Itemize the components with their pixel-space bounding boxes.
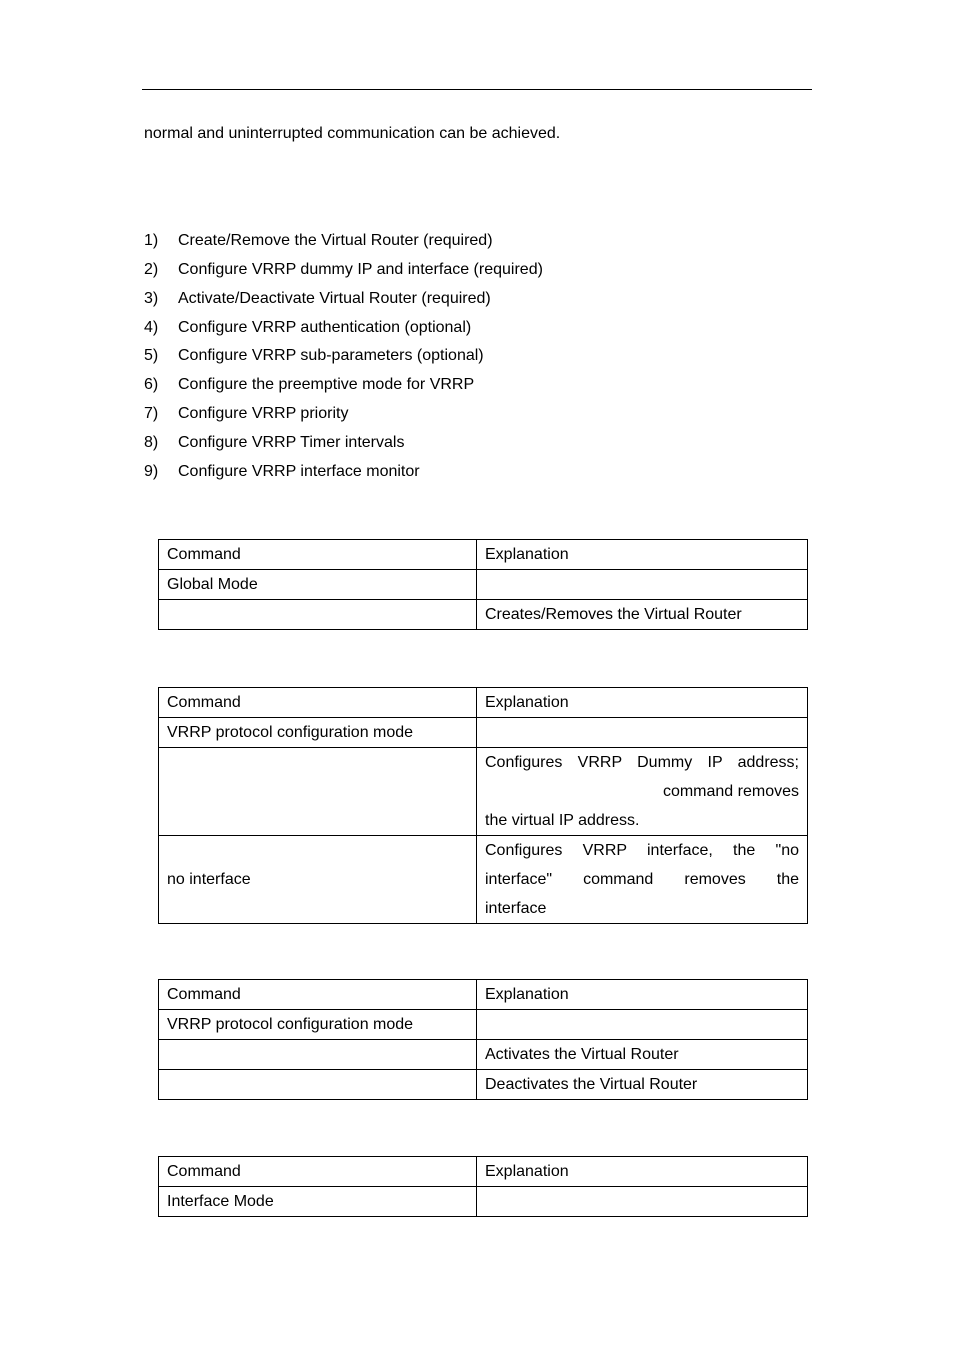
list-item bbox=[144, 230, 543, 259]
table-row bbox=[159, 836, 808, 924]
mode-empty-cell bbox=[477, 1010, 808, 1040]
table-mode-row bbox=[159, 1187, 808, 1217]
explanation-cell: Creates/Removes the Virtual Router bbox=[477, 600, 808, 630]
command-table-ip-interface bbox=[158, 687, 808, 924]
mode-label: VRRP protocol configuration mode bbox=[159, 718, 477, 748]
command-cell bbox=[159, 1070, 477, 1100]
list-item bbox=[144, 317, 543, 346]
header-explanation: Explanation bbox=[477, 688, 808, 718]
list-item-text: Configure VRRP interface monitor bbox=[178, 462, 420, 480]
list-item-number: 2) bbox=[144, 260, 159, 278]
mode-empty-cell bbox=[477, 570, 808, 600]
table-row bbox=[159, 600, 808, 630]
list-item-text: Configure VRRP authentication (optional) bbox=[178, 318, 472, 336]
intro-paragraph: normal and uninterrupted communication can be achieved. bbox=[144, 125, 561, 142]
header-explanation: Explanation bbox=[477, 540, 808, 570]
explanation-cell: Deactivates the Virtual Router bbox=[477, 1070, 808, 1100]
table-header-row bbox=[159, 540, 808, 570]
list-item-text: Configure VRRP Timer intervals bbox=[178, 433, 405, 451]
explanation-line: interface" command removes the bbox=[485, 871, 799, 888]
header-explanation: Explanation bbox=[477, 980, 808, 1010]
list-item-number: 1) bbox=[144, 232, 159, 249]
explanation-line: Configures VRRP Dummy IP address; bbox=[485, 754, 799, 771]
explanation-cell bbox=[477, 836, 808, 924]
header-explanation: Explanation bbox=[477, 1157, 808, 1187]
explanation-line: interface bbox=[485, 900, 547, 917]
explanation-line: Configures VRRP interface, the "no bbox=[485, 842, 799, 859]
mode-empty-cell bbox=[477, 718, 808, 748]
mode-empty-cell bbox=[477, 1187, 808, 1217]
list-item-number: 8) bbox=[144, 433, 159, 451]
table-header-row bbox=[159, 688, 808, 718]
list-item-number: 9) bbox=[144, 462, 159, 480]
list-item bbox=[144, 259, 543, 288]
list-item-number: 6) bbox=[144, 376, 159, 394]
list-item-number: 7) bbox=[144, 405, 159, 423]
mode-label: Global Mode bbox=[159, 570, 477, 600]
table-header-row bbox=[159, 980, 808, 1010]
command-cell bbox=[159, 600, 477, 630]
table-row bbox=[159, 1070, 808, 1100]
table-header-row bbox=[159, 1157, 808, 1187]
header-command: Command bbox=[159, 1157, 477, 1187]
list-item bbox=[144, 432, 543, 461]
header-command: Command bbox=[159, 688, 477, 718]
list-item bbox=[144, 403, 543, 432]
header-command: Command bbox=[159, 540, 477, 570]
command-table-authentication bbox=[158, 1156, 808, 1217]
explanation-line: command removes bbox=[662, 783, 799, 800]
list-item-text: Configure VRRP priority bbox=[178, 405, 349, 423]
table-mode-row bbox=[159, 1010, 808, 1040]
list-item-number: 5) bbox=[144, 347, 159, 365]
command-table-activate bbox=[158, 979, 808, 1100]
list-item-text: Activate/Deactivate Virtual Router (required) bbox=[178, 289, 491, 307]
list-item-number: 4) bbox=[144, 318, 159, 336]
list-item-text: Configure VRRP dummy IP and interface (required) bbox=[178, 260, 543, 278]
list-item-text: Configure the preemptive mode for VRRP bbox=[178, 376, 475, 394]
explanation-line: the virtual IP address. bbox=[485, 812, 640, 829]
explanation-cell: Activates the Virtual Router bbox=[477, 1040, 808, 1070]
list-item bbox=[144, 288, 543, 317]
command-table-create-remove bbox=[158, 539, 808, 630]
command-cell bbox=[159, 1040, 477, 1070]
list-item bbox=[144, 461, 543, 490]
table-mode-row bbox=[159, 718, 808, 748]
list-item-number: 3) bbox=[144, 289, 159, 307]
header-rule bbox=[142, 89, 812, 90]
explanation-cell bbox=[477, 748, 808, 836]
command-cell: no interface bbox=[159, 836, 477, 924]
command-cell bbox=[159, 748, 477, 836]
table-mode-row bbox=[159, 570, 808, 600]
header-command: Command bbox=[159, 980, 477, 1010]
list-item-text: Create/Remove the Virtual Router (required) bbox=[178, 232, 493, 249]
table-row bbox=[159, 748, 808, 836]
list-item-text: Configure VRRP sub-parameters (optional) bbox=[178, 347, 484, 365]
list-item bbox=[144, 374, 543, 403]
mode-label: VRRP protocol configuration mode bbox=[159, 1010, 477, 1040]
mode-label: Interface Mode bbox=[159, 1187, 477, 1217]
table-row bbox=[159, 1040, 808, 1070]
list-item bbox=[144, 345, 543, 374]
configuration-steps-list bbox=[144, 230, 543, 490]
